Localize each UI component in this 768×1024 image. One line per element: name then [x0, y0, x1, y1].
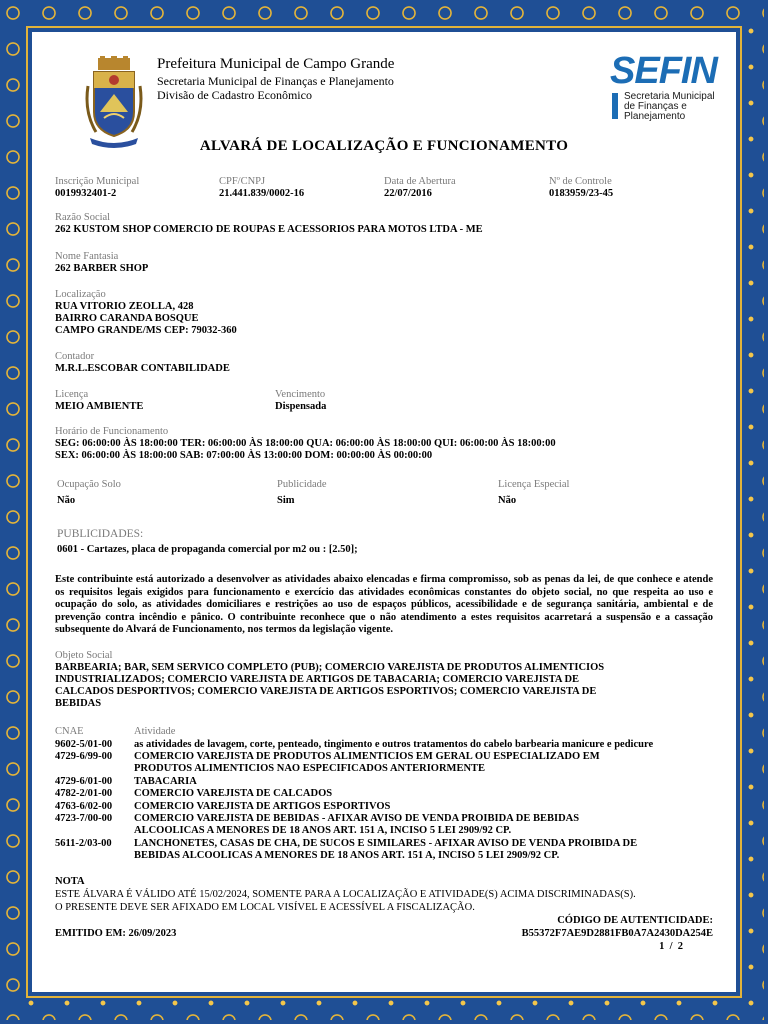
contador-value: M.R.L.ESCOBAR CONTABILIDADE — [55, 363, 230, 374]
cnae-activity — [134, 739, 716, 751]
header-title: Prefeitura Municipal de Campo Grande — [157, 56, 395, 72]
cnae-code: 4763-6/02-00 — [55, 801, 113, 812]
objeto-social-label: Objeto Social — [55, 650, 113, 661]
cnae-code: 5611-2/03-00 — [55, 838, 112, 849]
nota-line: ESTE ÁLVARA É VÁLIDO ATÉ 15/02/2024, SOMENTE PARA A LOCALIZAÇÃO E ATIVIDADE(S) ACIMA DISCRIMINADAS(S). — [55, 889, 636, 900]
publicidade-label: Publicidade — [277, 479, 327, 490]
data-abertura-label: Data de Abertura — [384, 176, 456, 187]
numero-controle-label: Nº de Controle — [549, 176, 612, 187]
declaration-paragraph: Este contribuinte está autorizado a desenvolver as atividades abaixo elencadas e firma compromisso, sob as penas da lei, de que conhece e atende os requisitos legais exigidos para funcionamento e exercício das atividades econômicas constantes do objeto social, no que respeita ao uso e ocupação do solo, as atividades domiciliares e restrições ao uso de espaços públicos, acessibilidade e de segurança sanitária, ambiental e de prevenção contra incêndio e pânico. O contribuinte reconhece que o não atendimento a estes requisitos acarretará a suspensão e a cassação subsequente do Alvará de Funcionamento, nos termos da legislação vigente. — [55, 574, 713, 635]
cpf-cnpj-value: 21.441.839/0002-16 — [219, 188, 305, 199]
razao-social-label: Razão Social — [55, 212, 111, 223]
nome-fantasia-value: 262 BARBER SHOP — [55, 263, 149, 274]
cnae-code: 4782-2/01-00 — [55, 788, 113, 799]
licenca-especial-label: Licença Especial — [498, 479, 570, 490]
ocupacao-solo-label: Ocupação Solo — [57, 479, 121, 490]
razao-social-value: 262 KUSTOM SHOP COMERCIO DE ROUPAS E ACESSORIOS PARA MOTOS LTDA - ME — [55, 224, 483, 235]
data-abertura-value: 22/07/2016 — [384, 188, 432, 199]
cnae-activity — [134, 776, 716, 788]
licenca-especial-value: Não — [498, 495, 517, 506]
sefin-logo — [610, 52, 720, 122]
cnae-activity-line: PRODUTOS ALIMENTICIOS NAO ESPECIFICADOS ANTERIORMENTE — [134, 763, 486, 774]
cnae-code: 4723-7/00-00 — [55, 813, 113, 824]
cnae-activity-line: LANCHONETES, CASAS DE CHA, DE SUCOS E SIMILARES - AFIXAR AVISO DE VENDA PROIBIDA DE — [134, 838, 638, 849]
licenca-label: Licença — [55, 389, 89, 400]
objeto-social-text — [55, 662, 604, 710]
nome-fantasia-label: Nome Fantasia — [55, 251, 119, 262]
objeto-social-line: CALCADOS DESPORTIVOS; COMERCIO VAREJISTA DE ARTIGOS ESPORTIVOS; COMERCIO VAREJISTA DE — [55, 686, 597, 697]
vencimento-value: Dispensada — [275, 401, 327, 412]
nota-text — [55, 889, 636, 914]
horario-line: SEX: 06:00:00 ÀS 18:00:00 SAB: 07:00:00 ÀS 13:00:00 DOM: 00:00:00 ÀS 00:00:00 — [55, 450, 433, 461]
address-line: RUA VITORIO ZEOLLA, 428 — [55, 301, 194, 312]
objeto-social-line: INDUSTRIALIZADOS; COMERCIO VAREJISTA DE ARTIGOS DE TABACARIA; COMERCIO VAREJISTA DE — [55, 674, 580, 685]
address-line: CAMPO GRANDE/MS CEP: 79032-360 — [55, 325, 237, 336]
auth-code-value: B55372F7AE9D2881FB0A7A2430DA254E — [521, 928, 713, 939]
localizacao-label: Localização — [55, 289, 106, 300]
page-number: 1 / 2 — [659, 941, 683, 952]
cnae-activity — [134, 813, 716, 837]
sefin-logo-caption — [624, 92, 724, 122]
nota-line: O PRESENTE DEVE SER AFIXADO EM LOCAL VISÍVEL E ACESSÍVEL A FISCALIZAÇÃO. — [55, 901, 475, 913]
cnae-activity-line: ALCOOLICAS A MENORES DE 18 ANOS ART. 151 A, INCISO 5 LEI 2909/92 CP. — [134, 825, 512, 836]
inscricao-value: 0019932401-2 — [55, 188, 117, 199]
ocupacao-solo-value: Não — [57, 495, 76, 506]
cnae-activity-line: COMERCIO VAREJISTA DE CALCADOS — [134, 788, 333, 799]
numero-controle-value: 0183959/23-45 — [549, 188, 614, 199]
address-line: BAIRRO CARANDA BOSQUE — [55, 313, 199, 324]
cnae-activity-line: as atividades de lavagem, corte, penteado, tingimento e outros tratamentos do cabelo barbearia manicure e pedicure — [134, 739, 654, 750]
vencimento-label: Vencimento — [275, 389, 326, 400]
cnae-activity-line: COMERCIO VAREJISTA DE BEBIDAS - AFIXAR AVISO DE VENDA PROIBIDA DE BEBIDAS — [134, 813, 580, 824]
publicidade-value: Sim — [277, 495, 295, 506]
sefin-caption-line: Planejamento — [624, 111, 686, 122]
horario-line: SEG: 06:00:00 ÀS 18:00:00 TER: 06:00:00 ÀS 18:00:00 QUA: 06:00:00 ÀS 18:00:00 QUI: 06:00:00 ÀS 18:00:00 — [55, 438, 556, 449]
horario-label: Horário de Funcionamento — [55, 426, 169, 437]
inscricao-label: Inscrição Municipal — [55, 176, 140, 187]
localizacao-address — [55, 301, 237, 337]
licenca-value: MEIO AMBIENTE — [55, 401, 144, 412]
cpf-cnpj-label: CPF/CNPJ — [219, 176, 266, 187]
contador-label: Contador — [55, 351, 95, 362]
cnae-activity — [134, 751, 716, 775]
sefin-caption-line: Secretaria Municipal — [624, 91, 715, 102]
publicidades-item: 0601 - Cartazes, placa de propaganda comercial por m2 ou : [2.50]; — [57, 544, 358, 555]
objeto-social-line: BARBEARIA; BAR, SEM SERVICO COMPLETO (PUB); COMERCIO VAREJISTA DE PRODUTOS ALIMENTICIOS — [55, 662, 605, 673]
sefin-logo-word: SEFIN — [610, 50, 717, 92]
cnae-code: 9602-5/01-00 — [55, 739, 113, 750]
document-title: ALVARÁ DE LOCALIZAÇÃO E FUNCIONAMENTO — [199, 138, 569, 154]
cnae-activity-line: COMERCIO VAREJISTA DE PRODUTOS ALIMENTICIOS EM GERAL OU ESPECIALIZADO EM — [134, 751, 600, 762]
publicidades-label: PUBLICIDADES: — [57, 528, 144, 540]
sefin-logo-bar — [612, 93, 618, 119]
header-subtitle-divisao: Divisão de Cadastro Econômico — [157, 88, 312, 102]
cnae-activity — [134, 788, 716, 800]
objeto-social-line: BEBIDAS — [55, 698, 102, 709]
cnae-activity-line: TABACARIA — [134, 776, 197, 787]
atividade-header: Atividade — [134, 726, 176, 737]
cnae-activity — [134, 838, 716, 862]
cnae-code: 4729-6/99-00 — [55, 751, 113, 762]
sefin-caption-line: de Finanças e — [624, 101, 687, 112]
cnae-activity — [134, 801, 716, 813]
emitido-em: EMITIDO EM: 26/09/2023 — [55, 928, 177, 939]
cnae-code: 4729-6/01-00 — [55, 776, 113, 787]
city-coat-of-arms-icon — [82, 56, 146, 148]
nota-label: NOTA — [55, 876, 85, 887]
cnae-header: CNAE — [55, 726, 84, 737]
cnae-activity-line: BEBIDAS ALCOOLICAS A MENORES DE 18 ANOS ART. 151 A, INCISO 5 LEI 2909/92 CP. — [134, 850, 560, 861]
auth-code-label: CÓDIGO DE AUTENTICIDADE: — [557, 915, 713, 926]
cnae-activity-line: COMERCIO VAREJISTA DE ARTIGOS ESPORTIVOS — [134, 801, 391, 812]
document-page — [32, 32, 736, 992]
header-subtitle-secretaria: Secretaria Municipal de Finanças e Planejamento — [157, 74, 394, 88]
horario-schedule — [55, 438, 556, 462]
